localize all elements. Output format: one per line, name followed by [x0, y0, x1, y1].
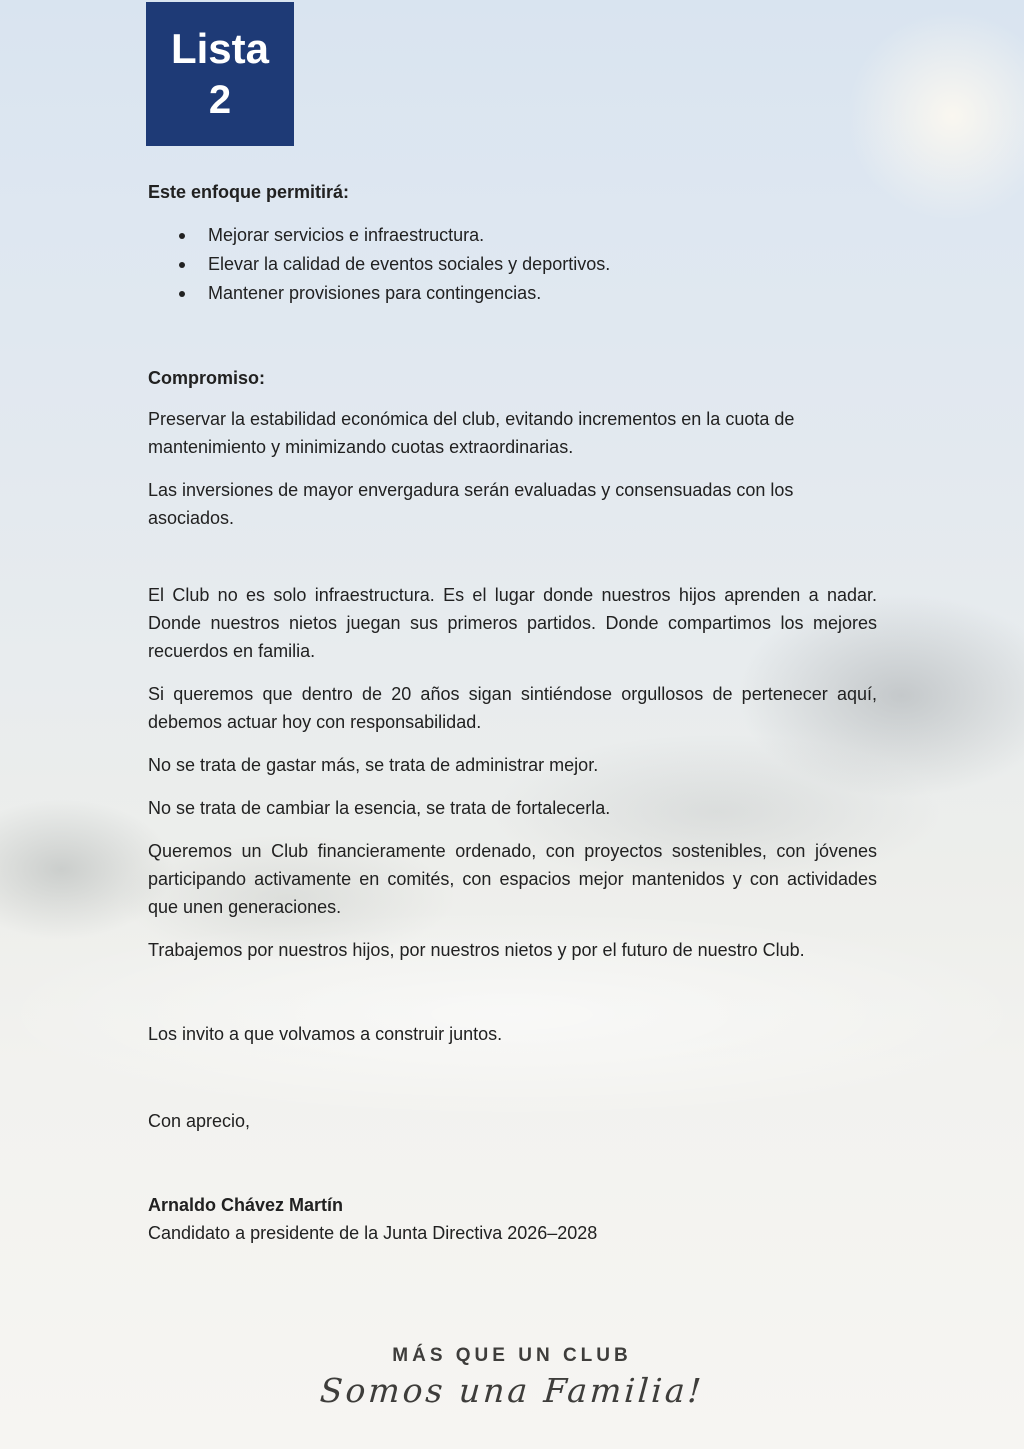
bullet-item: Mejorar servicios e infraestructura. — [148, 221, 877, 250]
signature-block — [148, 1191, 877, 1247]
commitment-paragraph: Preservar la estabilidad económica del club, evitando incrementos en la cuota de mantenimiento y minimizando cuotas extraordinarias. — [148, 409, 795, 457]
body-paragraph: Queremos un Club financieramente ordenado, con proyectos sostenibles, con jóvenes participando activamente en comités, con espacios mejor mantenidos y con actividades que unen generaciones. — [148, 841, 877, 917]
invitation-line: Los invito a que volvamos a construir juntos. — [148, 1024, 503, 1044]
badge-title: Lista — [170, 24, 270, 72]
body-paragraph: No se trata de cambiar la esencia, se trata de fortalecerla. — [148, 798, 611, 818]
section-heading-enfoque: Este enfoque permitirá: — [148, 182, 350, 202]
body-paragraph: El Club no es solo infraestructura. Es el lugar donde nuestros hijos aprenden a nadar. Donde nuestros nietos juegan sus primeros partidos. Donde compartimos los mejores recuerdos en familia. — [148, 585, 877, 661]
body-paragraph: Trabajemos por nuestros hijos, por nuestros nietos y por el futuro de nuestro Club. — [148, 940, 805, 960]
bullet-item: Mantener provisiones para contingencias. — [148, 279, 877, 308]
benefit-bullet-list — [148, 221, 877, 308]
footer-script-tagline: Somos una Familia! — [318, 1371, 706, 1410]
commitment-paragraph: Las inversiones de mayor envergadura serán evaluadas y consensuadas con los asociados. — [148, 480, 794, 528]
badge-number: 2 — [208, 78, 232, 123]
section-heading-compromiso: Compromiso: — [148, 368, 265, 388]
footer — [0, 1345, 1024, 1410]
signature-title: Candidato a presidente de la Junta Directiva 2026–2028 — [148, 1223, 598, 1243]
footer-tagline: MÁS QUE UN CLUB — [392, 1345, 632, 1366]
body-paragraph: No se trata de gastar más, se trata de administrar mejor. — [148, 755, 599, 775]
body-paragraph: Si queremos que dentro de 20 años sigan sintiéndose orgullosos de pertenecer aquí, debemos actuar hoy con responsabilidad. — [148, 684, 877, 732]
bullet-item: Elevar la calidad de eventos sociales y deportivos. — [148, 250, 877, 279]
salutation-line: Con aprecio, — [148, 1111, 251, 1131]
signature-name: Arnaldo Chávez Martín — [148, 1195, 344, 1215]
letter-body — [148, 0, 877, 1247]
